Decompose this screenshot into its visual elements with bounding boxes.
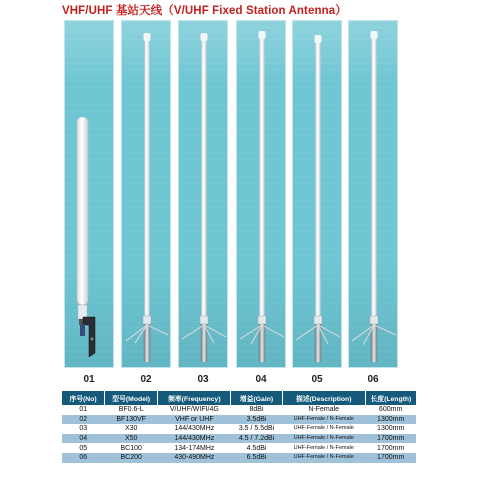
cell-no: 01 — [62, 405, 105, 415]
cell-frequency: VHF or UHF — [158, 415, 231, 425]
cell-model: BF130VF — [105, 415, 158, 425]
cell-description: UHF-Female / N-Female — [282, 443, 365, 453]
antenna-image-03 — [179, 21, 228, 368]
antenna-image-01 — [65, 21, 114, 368]
antenna-image-02 — [122, 21, 171, 368]
cell-frequency: 144/430MHz — [158, 434, 231, 444]
cell-description: N-Female — [282, 405, 365, 415]
antenna-image-05 — [293, 21, 342, 368]
cell-no: 04 — [62, 434, 105, 444]
antenna-panel-05 — [292, 20, 342, 368]
spec-table — [62, 391, 416, 463]
table-row — [62, 415, 416, 425]
cell-frequency: V/UHF/WIFI/4G — [158, 405, 231, 415]
cell-length: 1300mm — [365, 424, 416, 434]
page-title: VHF/UHF 基站天线（V/UHF Fixed Station Antenna） — [62, 5, 347, 17]
column-header-gain: 增益(Gain) — [231, 391, 282, 405]
cell-model: X50 — [105, 434, 158, 444]
column-header-description: 描述(Description) — [282, 391, 365, 405]
column-header-model: 型号(Model) — [105, 391, 158, 405]
product-number: 03 — [197, 374, 209, 385]
cell-length: 1700mm — [365, 453, 416, 463]
cell-length: 1700mm — [365, 443, 416, 453]
cell-no: 02 — [62, 415, 105, 425]
column-header-length: 长度(Length) — [365, 391, 416, 405]
cell-description: UHF-Female / N-Female — [282, 415, 365, 425]
cell-frequency: 430-490MHz — [158, 453, 231, 463]
column-header-frequency: 频率(Frequency) — [158, 391, 231, 405]
cell-model: BC200 — [105, 453, 158, 463]
cell-gain: 3.5dBi — [231, 415, 282, 425]
antenna-panel-06 — [348, 20, 398, 368]
product-number: 06 — [367, 374, 379, 385]
table-row — [62, 405, 416, 415]
cell-no: 03 — [62, 424, 105, 434]
cell-model: X30 — [105, 424, 158, 434]
table-row — [62, 434, 416, 444]
cell-model: BC100 — [105, 443, 158, 453]
cell-frequency: 144/430MHz — [158, 424, 231, 434]
product-number: 02 — [140, 374, 152, 385]
cell-description: UHF-Female / N-Female — [282, 434, 365, 444]
column-header-no: 序号(No) — [62, 391, 105, 405]
product-number: 05 — [311, 374, 323, 385]
cell-gain: 4.5 / 7.2dBi — [231, 434, 282, 444]
table-row — [62, 424, 416, 434]
antenna-panel-02 — [121, 20, 171, 368]
product-number: 01 — [83, 374, 95, 385]
cell-length: 600mm — [365, 405, 416, 415]
cell-gain: 3.5 / 5.5dBi — [231, 424, 282, 434]
antenna-panel-04 — [236, 20, 286, 368]
antenna-panel-03 — [178, 20, 228, 368]
cell-no: 06 — [62, 453, 105, 463]
cell-model: BF0.6-L — [105, 405, 158, 415]
table-header-row — [62, 391, 416, 405]
cell-gain: 8dBi — [231, 405, 282, 415]
cell-length: 1300mm — [365, 415, 416, 425]
cell-length: 1700mm — [365, 434, 416, 444]
cell-gain: 4.5dBi — [231, 443, 282, 453]
cell-no: 05 — [62, 443, 105, 453]
cell-gain: 6.5dBi — [231, 453, 282, 463]
antenna-image-06 — [349, 21, 398, 368]
cell-description: UHF-Female / N-Female — [282, 424, 365, 434]
antenna-image-04 — [237, 21, 286, 368]
cell-description: UHF-Female / N-Female — [282, 453, 365, 463]
antenna-panel-01 — [64, 20, 114, 368]
table-row — [62, 443, 416, 453]
product-number: 04 — [255, 374, 267, 385]
cell-frequency: 134-174MHz — [158, 443, 231, 453]
table-row — [62, 453, 416, 463]
